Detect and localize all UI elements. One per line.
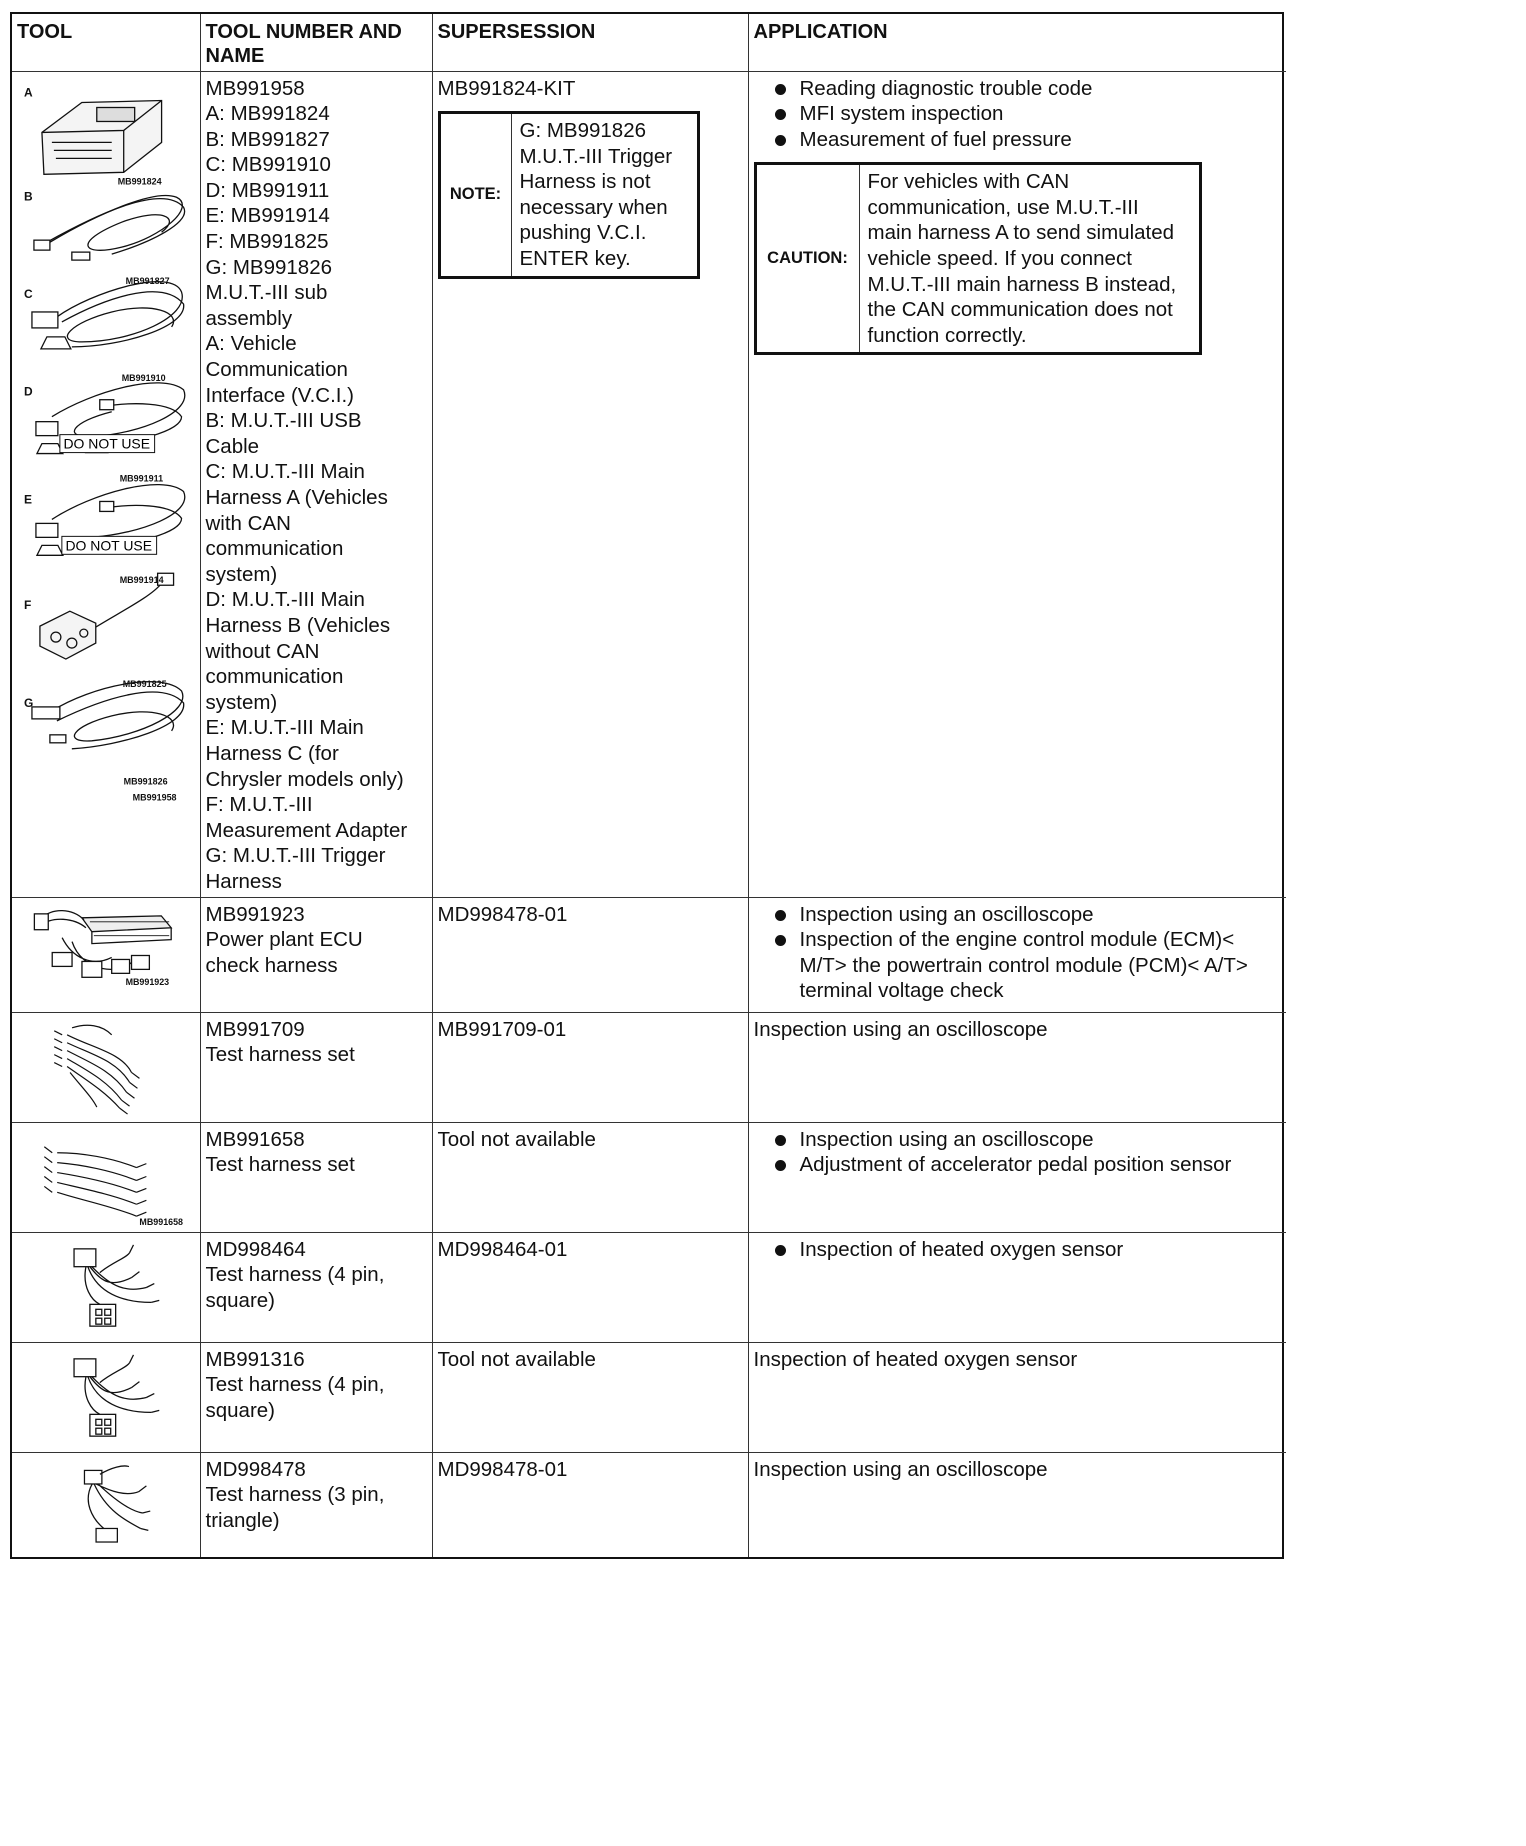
- part-label-mb991914: MB991914: [119, 574, 164, 585]
- part-label-mb991910: MB991910: [121, 372, 166, 383]
- tool-name-line: F: M.U.T.-III: [205, 793, 313, 817]
- part-label-mb991826: MB991826: [123, 776, 168, 787]
- caution-line: the CAN communication does not: [867, 298, 1173, 322]
- caution-line: vehicle speed. If you connect: [867, 247, 1132, 271]
- header-supersession-label: SUPERSESSION: [437, 21, 596, 43]
- tool-name-line: system): [205, 690, 278, 714]
- application-cell: [748, 1342, 1286, 1452]
- tool-name-line: Cable: [205, 434, 260, 458]
- caution-line: function correctly.: [867, 323, 1027, 347]
- tool-name-line: G: M.U.T.-III Trigger: [205, 844, 386, 868]
- tool-name-line-1: Test harness (4 pin,: [205, 1373, 385, 1397]
- supersession-value: Tool not available: [437, 1347, 596, 1371]
- tool-name-line: D: M.U.T.-III Main: [205, 588, 365, 612]
- tool-number-name-cell: [200, 1232, 432, 1342]
- tool-name-line-1: Test harness set: [205, 1153, 355, 1177]
- tool-image-cell: [12, 1012, 200, 1122]
- application-bullet: Inspection of heated oxygen sensor: [774, 1237, 1282, 1263]
- tool-name-line: assembly: [205, 306, 293, 330]
- tool-image-cell: [12, 1232, 200, 1342]
- tool-name-line-1: Test harness (4 pin,: [205, 1263, 385, 1287]
- tool-name-line: B: M.U.T.-III USB: [205, 409, 362, 433]
- supersession-cell: [432, 1232, 748, 1342]
- trigger-harness-icon: [32, 681, 184, 748]
- header-number-line-2: NAME: [205, 45, 265, 67]
- supersession-value: MB991824-KIT: [437, 76, 576, 100]
- main-harness-a-icon: [32, 281, 184, 348]
- supersession-cell: [432, 71, 748, 897]
- tool-image-cell: [12, 897, 200, 1012]
- header-tool-number-name: [200, 14, 432, 71]
- tool-name-line: Measurement Adapter: [205, 818, 408, 842]
- application-bullet-list: [754, 1237, 1282, 1263]
- header-tool: [12, 14, 200, 71]
- table-header-row: [12, 14, 1286, 71]
- tool-name-line: Harness A (Vehicles: [205, 486, 388, 509]
- supersession-cell: [432, 1012, 748, 1122]
- note-line: Harness is not: [519, 170, 651, 194]
- tool-name-line: E: M.U.T.-III Main: [205, 716, 364, 740]
- note-line: necessary when: [519, 195, 668, 219]
- supersession-value: MD998478-01: [437, 902, 568, 926]
- test-harness-set-2-illustration: [12, 1123, 200, 1232]
- caution-line: main harness A to send simulated: [867, 221, 1175, 245]
- tool-number-name-cell: [200, 1452, 432, 1557]
- tool-letter-b: B: [23, 188, 33, 203]
- application-bullet: Inspection using an oscilloscope: [774, 1127, 1282, 1153]
- tool-name-line: Harness: [205, 869, 282, 893]
- tool-number-name-cell: [200, 1012, 432, 1122]
- application-bullet: Adjustment of accelerator pedal position sensor: [774, 1152, 1282, 1178]
- application-cell: [748, 1452, 1286, 1557]
- test-harness-4pin-2-illustration: [12, 1343, 200, 1452]
- tool-name-line: F: MB991825: [205, 230, 329, 254]
- tool-name-line: Interface (V.C.I.): [205, 383, 354, 407]
- test-harness-3pin-illustration: [12, 1453, 200, 1558]
- tool-name-line-1: Power plant ECU: [205, 928, 363, 952]
- application-bullet: Inspection using an oscilloscope: [774, 902, 1282, 928]
- tool-image-cell: [12, 1342, 200, 1452]
- tool-name-line: M.U.T.-III sub: [205, 281, 328, 305]
- tool-name-line-1: Test harness (3 pin,: [205, 1483, 385, 1507]
- special-tools-table: [12, 14, 1286, 1557]
- tool-table-page: [10, 12, 1284, 1559]
- tool-number-name-lines: [206, 76, 427, 895]
- application-bullet-list: [754, 76, 1282, 153]
- tool-name-line: system): [205, 562, 278, 586]
- tool-letter-a: A: [23, 85, 33, 100]
- caution-line: communication, use M.U.T.-III: [867, 195, 1139, 219]
- tool-name-line-2: square): [205, 1398, 276, 1422]
- note-line: M.U.T.-III Trigger: [519, 144, 673, 168]
- tool-number: MB991658: [205, 1127, 305, 1151]
- tool-name-line: E: MB991914: [205, 204, 330, 228]
- supersession-value: MD998478-01: [437, 1457, 568, 1481]
- tool-name-line: Communication: [205, 358, 348, 382]
- supersession-value: MB991709-01: [437, 1017, 567, 1041]
- tool-name-line: without CAN: [205, 639, 320, 663]
- part-label-mb991911: MB991911: [119, 473, 164, 484]
- supersession-cell: [432, 1122, 748, 1232]
- supersession-cell: [432, 897, 748, 1012]
- tool-number: MD998478: [205, 1457, 306, 1481]
- tool-name-line: C: M.U.T.-III Main: [205, 460, 365, 484]
- supersession-value: MD998464-01: [437, 1237, 568, 1261]
- tool-name-line: Chrysler models only): [205, 767, 404, 791]
- tool-name-line-2: square): [205, 1288, 276, 1312]
- tool-number-name-cell: [200, 71, 432, 897]
- table-row-mb991709: [12, 1012, 1286, 1122]
- tool-name-line-1: Test harness set: [205, 1043, 355, 1067]
- tool-name-line: C: MB991910: [205, 153, 331, 177]
- application-cell: [748, 1232, 1286, 1342]
- supersession-value: Tool not available: [437, 1127, 596, 1151]
- tool-name-line-2: triangle): [205, 1508, 280, 1532]
- application-cell: [748, 1012, 1286, 1122]
- tool-number-name-cell: [200, 1122, 432, 1232]
- note-text: [512, 114, 679, 276]
- caution-text: [860, 165, 1183, 352]
- tool-name-line: A: Vehicle: [205, 332, 297, 356]
- do-not-use-label-d: DO NOT USE: [63, 435, 151, 452]
- header-application-label: APPLICATION: [753, 21, 888, 43]
- header-supersession: [432, 14, 748, 71]
- application-bullet: Measurement of fuel pressure: [774, 127, 1282, 153]
- mut3-kit-illustration: [12, 72, 200, 897]
- application-bullet-list: [754, 1127, 1282, 1178]
- part-label-mb991958: MB991958: [132, 792, 177, 803]
- tool-image-cell: [12, 1122, 200, 1232]
- header-number-line-1: TOOL NUMBER AND: [205, 21, 402, 43]
- tool-name-line: communication: [205, 665, 344, 689]
- application-text: Inspection of heated oxygen sensor: [753, 1347, 1078, 1371]
- application-text: Inspection using an oscilloscope: [753, 1017, 1048, 1041]
- tool-number: MB991709: [205, 1017, 305, 1041]
- tool-name-line: A: MB991824: [205, 102, 330, 126]
- tool-name-line: G: MB991826: [205, 255, 332, 279]
- tool-number: MD998464: [205, 1237, 306, 1261]
- tool-name-line-2: check harness: [205, 953, 338, 977]
- tool-letter-c: C: [23, 286, 33, 301]
- part-label-mb991827: MB991827: [125, 275, 170, 286]
- caution-box: [754, 162, 1202, 355]
- tool-letter-g: G: [23, 695, 34, 710]
- table-row-mb991958: [12, 71, 1286, 897]
- tool-number-name-cell: [200, 1342, 432, 1452]
- caution-line: M.U.T.-III main harness B instead,: [867, 272, 1177, 296]
- tool-name-line: communication: [205, 537, 344, 561]
- vci-device-icon: [42, 100, 162, 174]
- part-label-mb991824: MB991824: [117, 175, 162, 186]
- tool-letter-f: F: [23, 597, 32, 612]
- tool-number: MB991316: [205, 1347, 305, 1371]
- application-cell: [748, 897, 1286, 1012]
- table-row-md998478: [12, 1452, 1286, 1557]
- tool-name-line: B: MB991827: [205, 127, 330, 151]
- do-not-use-label-e: DO NOT USE: [65, 536, 153, 553]
- note-line: ENTER key.: [519, 247, 631, 271]
- application-bullet: Inspection of the engine control module (ECM)< M/T> the powertrain control module (PCM)< A/T> terminal voltage check: [774, 927, 1282, 1004]
- tool-name-line: D: MB991911: [205, 178, 330, 202]
- tool-name-line: Harness B (Vehicles: [205, 613, 391, 637]
- tool-name-line: with CAN: [205, 511, 291, 535]
- part-label-mb991825: MB991825: [122, 678, 167, 689]
- usb-cable-icon: [34, 195, 185, 260]
- test-harness-4pin-illustration: [12, 1233, 200, 1342]
- table-row-mb991316: [12, 1342, 1286, 1452]
- tool-number-name-cell: [200, 897, 432, 1012]
- application-bullet: Reading diagnostic trouble code: [774, 76, 1282, 102]
- tool-number: MB991923: [205, 902, 305, 926]
- table-row-mb991658: [12, 1122, 1286, 1232]
- note-box: [438, 111, 700, 279]
- note-label: NOTE:: [441, 114, 512, 276]
- caution-label: CAUTION:: [757, 165, 860, 352]
- application-bullet: MFI system inspection: [774, 101, 1282, 127]
- tool-number: MB991958: [205, 76, 305, 100]
- table-row-mb991923: [12, 897, 1286, 1012]
- header-application: [748, 14, 1286, 71]
- note-line: G: MB991826: [519, 119, 646, 143]
- tool-letter-d: D: [23, 384, 33, 399]
- table-row-md998464: [12, 1232, 1286, 1342]
- application-cell: [748, 71, 1286, 897]
- ecu-check-harness-illustration: [12, 898, 200, 1012]
- supersession-cell: [432, 1452, 748, 1557]
- note-line: pushing V.C.I.: [519, 221, 647, 245]
- application-cell: [748, 1122, 1286, 1232]
- application-text: Inspection using an oscilloscope: [753, 1457, 1048, 1481]
- header-tool-label: TOOL: [17, 21, 73, 43]
- measurement-adapter-icon: [40, 573, 174, 659]
- part-label-mb991658: MB991658: [139, 1216, 184, 1227]
- test-harness-set-illustration: [12, 1013, 200, 1122]
- tool-image-cell: [12, 1452, 200, 1557]
- application-bullet-list: [754, 902, 1282, 1004]
- tool-name-line: Harness C (for: [205, 741, 339, 765]
- tool-letter-e: E: [23, 491, 32, 506]
- supersession-cell: [432, 1342, 748, 1452]
- tool-image-cell: [12, 71, 200, 897]
- part-label-mb991923: MB991923: [125, 976, 170, 987]
- caution-line: For vehicles with CAN: [867, 170, 1070, 194]
